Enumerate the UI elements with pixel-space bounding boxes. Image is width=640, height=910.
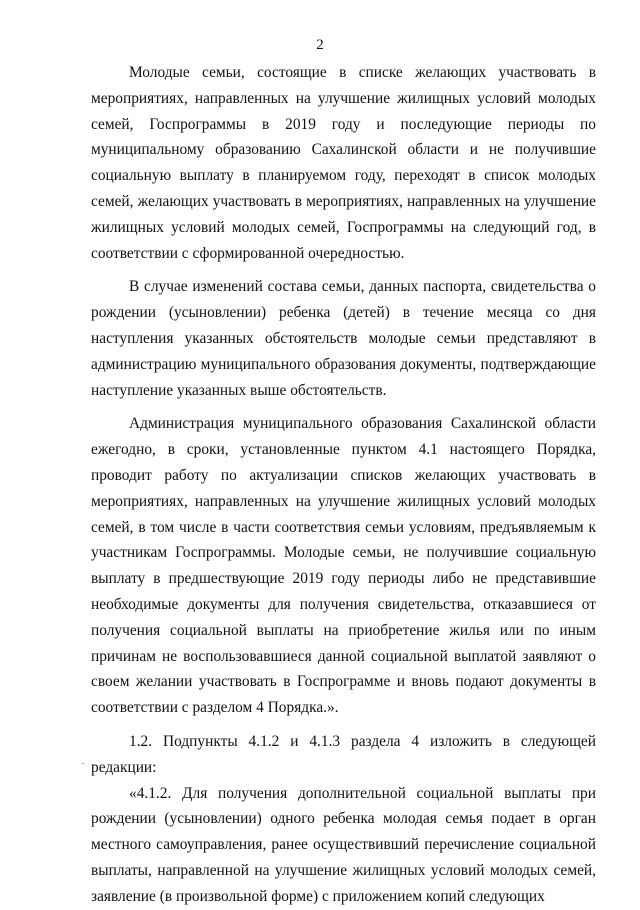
paragraph-young-families-list: Молодые семьи, состоящие в списке желающих участвовать в мероприятиях, направленных на улучшение жилищных условий молодых семей, Госпрограммы в 2019 году и последующие периоды по муниципальному образованию Сахалинской области и не получившие социальную выплату в планируемом году, переходят в список молодых семей, желающих участвовать в мероприятиях, направленных на улучшение жилищных условий молодых семей, Госпрограммы на следующий год, в соответствии с сформированной очередностью.	[91, 64, 596, 262]
document-body	[91, 60, 596, 910]
paragraph-subclause-4-1-2: «4.1.2. Для получения дополнительной социальной выплаты при рождении (усыновлении) одного ребенка молодая семья подает в орган местного самоуправления, ранее осуществивший перечисление социальной выплаты, направленной на улучшение жилищных условий молодых семей, заявление (в произвольной форме) с приложением копий следующих	[91, 784, 596, 905]
paragraph-family-changes: В случае изменений состава семьи, данных паспорта, свидетельства о рождении (усыновлении) ребенка (детей) в течение месяца со дня наступления указанных обстоятельств молодые семьи представляют в администрацию муниципального образования документы, подтверждающие наступление указанных выше обстоятельств.	[91, 278, 596, 399]
margin-mark	[82, 763, 84, 764]
paragraph-amendment-1-2: 1.2. Подпункты 4.1.2 и 4.1.3 раздела 4 изложить в следующей редакции:	[91, 732, 596, 776]
page-number: 2	[316, 37, 324, 53]
paragraph-administration-update: Администрация муниципального образования Сахалинской области ежегодно, в сроки, установленные пунктом 4.1 настоящего Порядка, проводит работу по актуализации списков желающих участвовать в мероприятиях, направленных на улучшение жилищных условий молодых семей, в том числе в части соответствия семьи условиям, предъявляемым к участникам Госпрограммы. Молодые семьи, не получившие социальную выплату в предшествующие 2019 году периоды либо не представившие необходимые документы для получения свидетельства, отказавшиеся от получения социальной выплаты на приобретение жилья или по иным причинам не воспользовавшиеся данной социальной выплатой заявляют о своем желании участвовать в Госпрограмме и вновь подают документы в соответствии с разделом 4 Порядка.».	[91, 415, 596, 717]
